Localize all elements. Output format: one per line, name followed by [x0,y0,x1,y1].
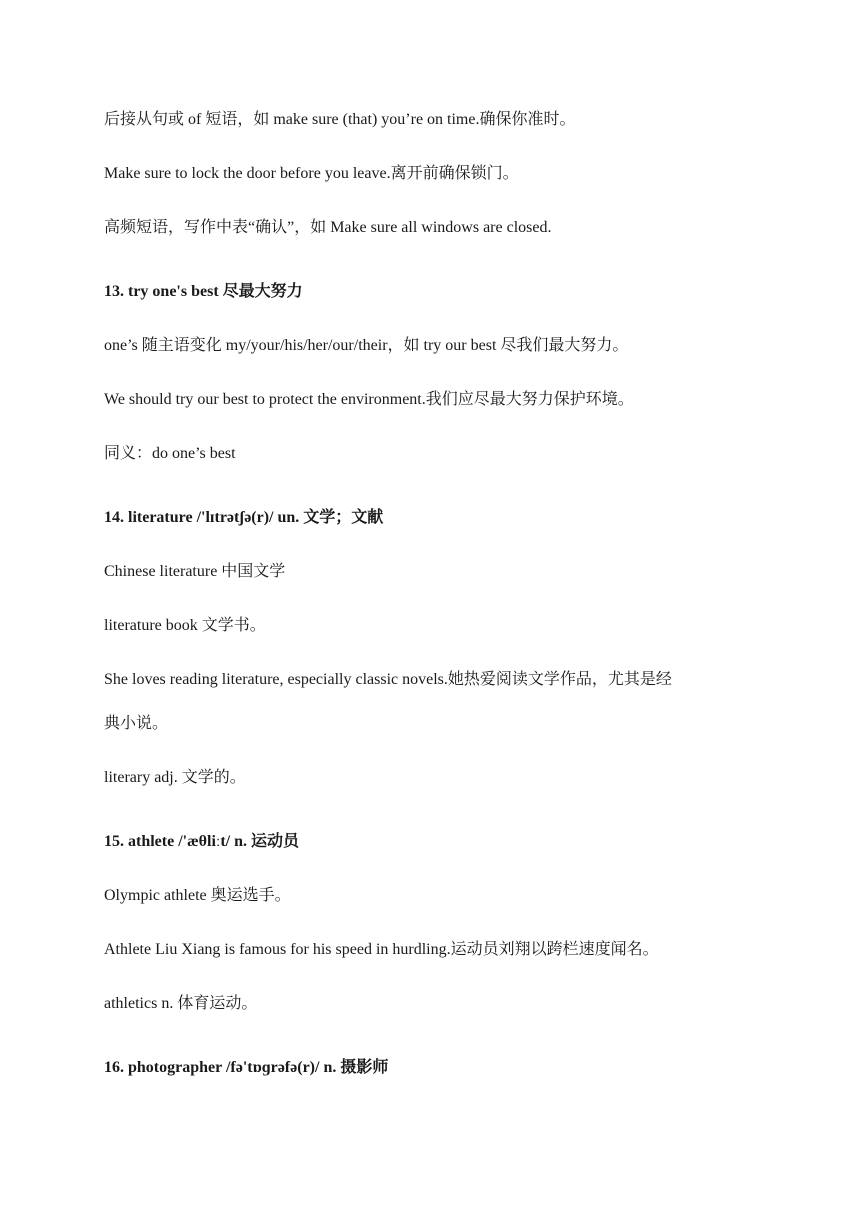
text-line-literary: literary adj. 文学的。 [104,769,246,786]
text-line-athlete-example: Athlete Liu Xiang is famous for his speed in hurdling.运动员刘翔以跨栏速度闻名。 [104,941,659,958]
text-line-make-sure-example: Make sure to lock the door before you leave.离开前确保锁门。 [104,165,519,182]
text-line-athletics: athletics n. 体育运动。 [104,995,258,1012]
text-line-literature-example: She loves reading literature, especially classic novels.她热爱阅读文学作品，尤其是经 [104,671,672,688]
text-line-try-ones-best-example: We should try our best to protect the environment.我们应尽最大努力保护环境。 [104,391,634,408]
heading-literature: 14. literature /'lɪtrətʃə(r)/ un. 文学；文献 [104,509,384,526]
heading-photographer: 16. photographer /fə'tɒɡrəfə(r)/ n. 摄影师 [104,1059,389,1076]
text-line-literature-phrase-2: literature book 文学书。 [104,617,266,634]
text-line-try-ones-best-usage: one’s 随主语变化 my/your/his/her/our/their，如 try our best 尽我们最大努力。 [104,337,629,354]
text-line-make-sure-usage: 后接从句或 of 短语，如 make sure (that) you’re on time.确保你准时。 [104,111,576,128]
text-line-athlete-phrase: Olympic athlete 奥运选手。 [104,887,291,904]
text-line-literature-phrase-1: Chinese literature 中国文学 [104,563,286,580]
text-line-make-sure-note: 高频短语，写作中表“确认”，如 Make sure all windows are closed. [104,219,552,236]
heading-athlete: 15. athlete /'æθliːt/ n. 运动员 [104,833,300,850]
text-line-literature-example-cont: 典小说。 [104,715,169,732]
text-line-try-ones-best-synonym: 同义：do one’s best [104,445,236,462]
heading-try-ones-best: 13. try one's best 尽最大努力 [104,283,303,300]
